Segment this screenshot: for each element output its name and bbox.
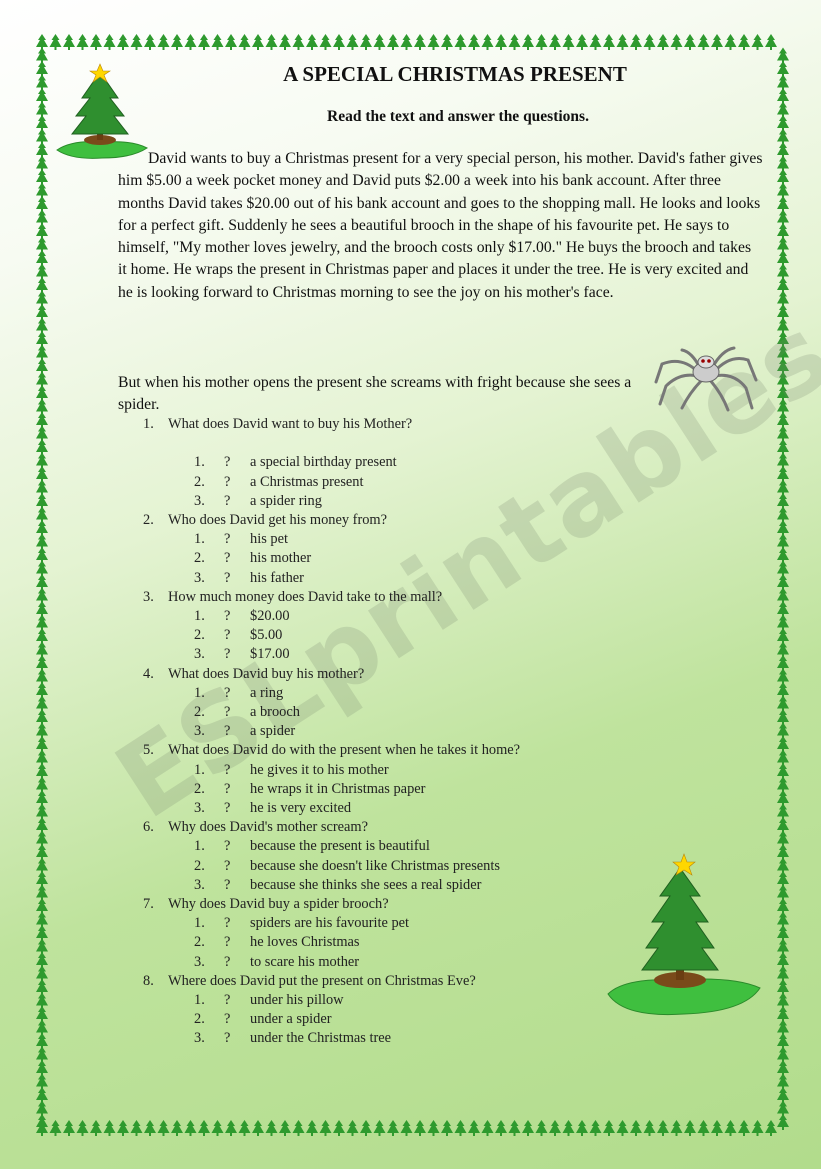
question-7: [143, 896, 389, 913]
answer-option[interactable]: [194, 627, 282, 644]
border-tree-icon: [185, 1120, 197, 1136]
checkbox-placeholder[interactable]: ?: [224, 608, 231, 624]
option-text: under the Christmas tree: [250, 1030, 392, 1047]
border-tree-icon: [495, 34, 507, 50]
border-tree-icon: [576, 1120, 588, 1136]
option-text: his pet: [250, 531, 288, 548]
question-text: Why does David buy a spider brooch?: [168, 896, 389, 912]
border-tree-icon: [657, 1120, 669, 1136]
border-tree-icon: [77, 1120, 89, 1136]
border-tree-icon: [401, 1120, 413, 1136]
question-text: How much money does David take to the mall?: [168, 588, 443, 605]
border-tree-icon: [212, 1120, 224, 1136]
option-text: because the present is beautiful: [250, 838, 430, 855]
answer-option[interactable]: [194, 474, 364, 491]
border-tree-icon: [77, 34, 89, 50]
border-tree-icon: [711, 34, 723, 50]
border-tree-icon: [630, 34, 642, 50]
border-tree-icon: [522, 34, 534, 50]
border-tree-icon: [266, 34, 278, 50]
border-tree-icon: [117, 34, 129, 50]
border-tree-icon: [50, 34, 62, 50]
border-tree-icon: [684, 34, 696, 50]
christmas-tree-icon: [604, 852, 764, 1022]
question-2: [143, 512, 387, 529]
border-tree-icon: [401, 34, 413, 50]
option-number: 2.: [194, 473, 205, 490]
option-number: 1.: [194, 992, 205, 1008]
border-tree-icon: [563, 1120, 575, 1136]
checkbox-placeholder[interactable]: ?: [224, 953, 231, 970]
border-tree-icon: [198, 34, 210, 50]
checkbox-placeholder[interactable]: ?: [224, 627, 231, 644]
question-text: What does David do with the present when he takes it home?: [168, 742, 521, 759]
border-tree-icon: [522, 1120, 534, 1136]
border-tree-icon: [63, 1120, 75, 1136]
border-tree-icon: [320, 1120, 332, 1136]
option-text: under a spider: [250, 1011, 332, 1028]
option-number: 3.: [194, 569, 205, 586]
border-tree-icon: [387, 1120, 399, 1136]
answer-option[interactable]: [194, 493, 322, 510]
checkbox-placeholder[interactable]: ?: [224, 800, 231, 816]
border-tree-icon: [738, 34, 750, 50]
answer-option[interactable]: [194, 608, 290, 625]
question-number: 2.: [143, 512, 154, 528]
option-number: 3.: [194, 800, 205, 816]
border-tree-icon: [684, 1120, 696, 1136]
question-text: Where does David put the present on Christmas Eve?: [168, 972, 476, 989]
option-number: 2.: [194, 1011, 205, 1028]
border-tree-icon: [752, 1120, 764, 1136]
border-tree-icon: [239, 34, 251, 50]
border-tree-icon: [590, 1120, 602, 1136]
option-number: 3.: [194, 646, 205, 663]
checkbox-placeholder[interactable]: ?: [224, 992, 231, 1008]
border-tree-icon: [252, 34, 264, 50]
border-tree-icon: [468, 1120, 480, 1136]
answer-option[interactable]: [194, 762, 389, 779]
border-tree-icon: [171, 34, 183, 50]
answer-option[interactable]: [194, 858, 500, 875]
answer-option[interactable]: [194, 934, 360, 951]
border-tree-icon: [414, 1120, 426, 1136]
border-tree-icon: [225, 34, 237, 50]
border-tree-icon: [347, 1120, 359, 1136]
option-number: 1.: [194, 454, 205, 471]
border-tree-icon: [441, 34, 453, 50]
answer-option[interactable]: [194, 915, 409, 932]
border-tree-icon: [536, 1120, 548, 1136]
story-text-1: David wants to buy a Christmas present for a very special person, his mother. David's father gives him $5.00 a week pocket money and David puts $2.00 a week into his bank account. After three months David takes $20.00 out of his bank account and goes to the shopping mall. He looks and looks for a perfect gift. Suddenly he sees a beautiful brooch in the shape of his favourite pet. He says to himself, "My mother loves jewelry, and the brooch costs only $17.00." He buys the brooch and takes it home. He wraps the present in Christmas paper and places it under the tree. He is very excited and he is looking forward to Christmas morning to see the joy on his mother's face.: [118, 150, 763, 301]
option-number: 2.: [194, 934, 205, 951]
border-tree-icon: [455, 1120, 467, 1136]
border-tree-icon: [617, 1120, 629, 1136]
border-tree-icon: [671, 1120, 683, 1136]
border-tree-icon: [482, 1120, 494, 1136]
option-number: 1.: [194, 761, 205, 778]
answer-option[interactable]: [194, 704, 300, 721]
border-tree-icon: [104, 34, 116, 50]
question-4: [143, 666, 364, 683]
border-tree-icon: [239, 1120, 251, 1136]
answer-option[interactable]: [194, 531, 288, 548]
border-tree-icon: [428, 34, 440, 50]
option-text: $5.00: [250, 627, 283, 644]
option-number: 3.: [194, 1030, 205, 1047]
question-text: Why does David's mother scream?: [168, 819, 369, 836]
border-tree-icon: [333, 34, 345, 50]
checkbox-placeholder[interactable]: ?: [224, 569, 231, 586]
border-tree-icon: [644, 34, 656, 50]
checkbox-placeholder[interactable]: ?: [224, 550, 231, 567]
border-tree-icon: [752, 34, 764, 50]
question-number: 4.: [143, 665, 154, 682]
checkbox-placeholder[interactable]: ?: [224, 454, 231, 471]
answer-option[interactable]: [194, 781, 425, 798]
border-tree-icon: [279, 1120, 291, 1136]
answer-option[interactable]: [194, 685, 283, 702]
border-tree-icon: [104, 1120, 116, 1136]
answer-option[interactable]: [194, 646, 290, 663]
border-tree-icon: [36, 1114, 48, 1130]
answer-option[interactable]: [194, 550, 311, 567]
border-tree-icon: [374, 34, 386, 50]
question-5: [143, 742, 520, 759]
checkbox-placeholder[interactable]: ?: [224, 1030, 231, 1047]
border-tree-icon: [644, 1120, 656, 1136]
border-tree-icon: [698, 1120, 710, 1136]
checkbox-placeholder[interactable]: ?: [224, 838, 231, 855]
border-tree-icon: [482, 34, 494, 50]
question-number: 7.: [143, 896, 154, 912]
option-text: a spider: [250, 723, 296, 740]
border-tree-icon: [387, 34, 399, 50]
border-tree-icon: [360, 1120, 372, 1136]
border-tree-icon: [293, 34, 305, 50]
border-tree-icon: [671, 34, 683, 50]
option-text: spiders are his favourite pet: [250, 915, 410, 932]
option-number: 2.: [194, 857, 205, 874]
answer-option[interactable]: [194, 877, 481, 894]
option-text: $20.00: [250, 608, 290, 624]
option-number: 3.: [194, 723, 205, 740]
border-tree-icon: [563, 34, 575, 50]
border-tree-icon: [320, 34, 332, 50]
story-paragraph-1: [118, 148, 763, 304]
border-tree-icon: [293, 1120, 305, 1136]
border-tree-icon: [50, 1120, 62, 1136]
border-tree-icon: [266, 1120, 278, 1136]
spider-icon: [652, 342, 760, 414]
border-tree-icon: [374, 1120, 386, 1136]
option-text: his mother: [250, 550, 312, 567]
option-text: a brooch: [250, 704, 300, 720]
border-tree-icon: [117, 1120, 129, 1136]
question-number: 3.: [143, 588, 154, 605]
border-tree-icon: [144, 1120, 156, 1136]
border-tree-icon: [765, 1120, 777, 1136]
option-number: 2.: [194, 704, 205, 720]
border-tree-icon: [468, 34, 480, 50]
checkbox-placeholder[interactable]: ?: [224, 473, 231, 490]
border-tree-icon: [576, 34, 588, 50]
border-tree-icon: [777, 1114, 789, 1130]
border-tree-icon: [536, 34, 548, 50]
border-tree-icon: [306, 34, 318, 50]
border-tree-icon: [765, 34, 777, 50]
option-number: 2.: [194, 780, 205, 797]
option-text: his father: [250, 569, 304, 586]
border-tree-icon: [212, 34, 224, 50]
border-tree-icon: [158, 34, 170, 50]
border-tree-icon: [360, 34, 372, 50]
option-text: a special birthday present: [250, 454, 397, 471]
question-6: [143, 819, 368, 836]
checkbox-placeholder[interactable]: ?: [224, 531, 231, 548]
border-tree-icon: [725, 34, 737, 50]
option-text: a spider ring: [250, 492, 322, 509]
option-number: 2.: [194, 627, 205, 644]
question-number: 5.: [143, 742, 154, 759]
question-text: What does David want to buy his Mother?: [168, 416, 413, 432]
question-text: What does David buy his mother?: [168, 665, 365, 682]
option-text: under his pillow: [250, 992, 344, 1008]
border-tree-icon: [603, 1120, 615, 1136]
question-3: [143, 589, 442, 606]
border-tree-icon: [279, 34, 291, 50]
checkbox-placeholder[interactable]: ?: [224, 876, 231, 893]
question-8: [143, 973, 476, 990]
worksheet-instructions: Read the text and answer the questions.: [327, 108, 589, 125]
option-text: a Christmas present: [250, 473, 364, 490]
border-tree-icon: [131, 1120, 143, 1136]
answer-option[interactable]: [194, 1030, 391, 1047]
option-number: 1.: [194, 838, 205, 855]
answer-option[interactable]: [194, 1011, 332, 1028]
checkbox-placeholder[interactable]: ?: [224, 646, 231, 663]
answer-option[interactable]: [194, 838, 430, 855]
answer-option[interactable]: [194, 800, 351, 817]
option-text: he is very excited: [250, 800, 352, 816]
border-tree-icon: [441, 1120, 453, 1136]
border-tree-icon: [347, 34, 359, 50]
option-text: he gives it to his mother: [250, 761, 389, 778]
border-tree-icon: [225, 1120, 237, 1136]
option-number: 1.: [194, 684, 205, 701]
checkbox-placeholder[interactable]: ?: [224, 704, 231, 720]
option-text: a ring: [250, 684, 284, 701]
option-text: he loves Christmas: [250, 934, 360, 951]
border-tree-icon: [252, 1120, 264, 1136]
border-tree-icon: [603, 34, 615, 50]
border-tree-icon: [455, 34, 467, 50]
option-text: because she doesn't like Christmas presents: [250, 857, 500, 874]
option-number: 1.: [194, 915, 205, 932]
border-tree-icon: [509, 34, 521, 50]
checkbox-placeholder[interactable]: ?: [224, 684, 231, 701]
answer-option[interactable]: [194, 570, 304, 587]
answer-option[interactable]: [194, 954, 359, 971]
border-tree-icon: [63, 34, 75, 50]
checkbox-placeholder[interactable]: ?: [224, 723, 231, 740]
checkbox-placeholder[interactable]: ?: [224, 915, 231, 932]
checkbox-placeholder[interactable]: ?: [224, 857, 231, 874]
border-tree-icon: [158, 1120, 170, 1136]
option-text: to scare his mother: [250, 953, 360, 970]
question-number: 1.: [143, 416, 154, 432]
border-tree-icon: [549, 1120, 561, 1136]
border-tree-icon: [630, 1120, 642, 1136]
border-tree-icon: [333, 1120, 345, 1136]
checkbox-placeholder[interactable]: ?: [224, 780, 231, 797]
option-text: because she thinks she sees a real spider: [250, 876, 482, 893]
border-tree-icon: [549, 34, 561, 50]
question-1: [143, 416, 412, 433]
border-tree-icon: [144, 34, 156, 50]
question-text: Who does David get his money from?: [168, 512, 388, 528]
answer-option[interactable]: [194, 723, 295, 740]
story-paragraph-2: But when his mother opens the present she screams with fright because she sees a spider.: [118, 374, 632, 414]
option-number: 3.: [194, 953, 205, 970]
option-text: he wraps it in Christmas paper: [250, 780, 426, 797]
checkbox-placeholder[interactable]: ?: [224, 1011, 231, 1028]
border-tree-icon: [90, 1120, 102, 1136]
question-number: 8.: [143, 972, 154, 989]
border-tree-icon: [90, 34, 102, 50]
option-number: 1.: [194, 608, 205, 624]
border-tree-icon: [198, 1120, 210, 1136]
border-tree-icon: [698, 34, 710, 50]
worksheet-title: A SPECIAL CHRISTMAS PRESENT: [283, 62, 627, 86]
border-tree-icon: [738, 1120, 750, 1136]
border-tree-icon: [657, 34, 669, 50]
checkbox-placeholder[interactable]: ?: [224, 492, 231, 509]
border-tree-icon: [509, 1120, 521, 1136]
option-number: 2.: [194, 550, 205, 567]
border-tree-icon: [590, 34, 602, 50]
checkbox-placeholder[interactable]: ?: [224, 934, 231, 951]
option-number: 3.: [194, 492, 205, 509]
option-number: 1.: [194, 531, 205, 548]
border-tree-icon: [306, 1120, 318, 1136]
border-tree-icon: [617, 34, 629, 50]
checkbox-placeholder[interactable]: ?: [224, 761, 231, 778]
border-tree-icon: [185, 34, 197, 50]
border-tree-icon: [131, 34, 143, 50]
border-tree-icon: [171, 1120, 183, 1136]
option-number: 3.: [194, 876, 205, 893]
border-tree-icon: [414, 34, 426, 50]
question-number: 6.: [143, 819, 154, 836]
border-tree-icon: [495, 1120, 507, 1136]
border-tree-icon: [711, 1120, 723, 1136]
answer-option[interactable]: [194, 992, 344, 1009]
option-text: $17.00: [250, 646, 290, 663]
border-tree-icon: [428, 1120, 440, 1136]
answer-option[interactable]: [194, 454, 397, 471]
border-tree-icon: [725, 1120, 737, 1136]
